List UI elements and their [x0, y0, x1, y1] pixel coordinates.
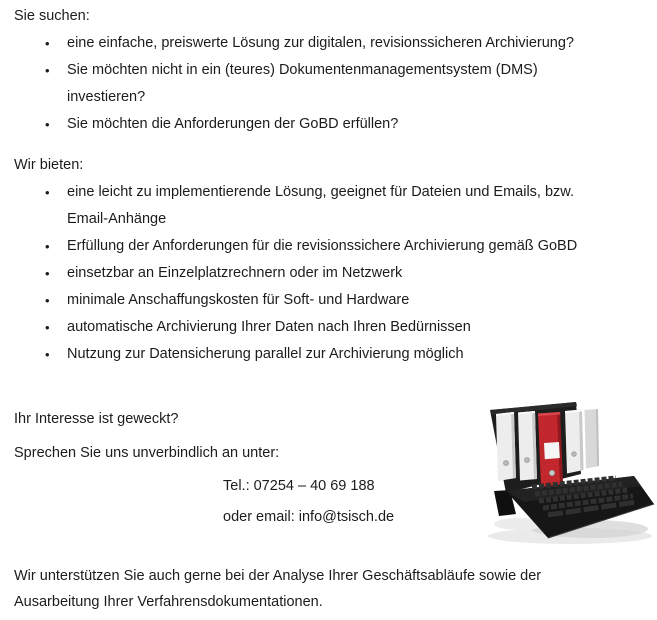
laptop-binders-image [486, 390, 657, 548]
laptop-binders-illustration [486, 390, 657, 548]
list-item [40, 287, 640, 314]
list-item-text: einsetzbar an Einzelplatzrechnern oder im Netzwerk [67, 265, 403, 281]
closing-paragraph: Wir unterstützen Sie auch gerne bei der Analyse Ihrer Geschäftsabläufe sowie der Ausarbeitung Ihrer Verfahrensdokumentationen. [14, 568, 542, 610]
list-item [40, 341, 640, 368]
list-item-text: Sie möchten nicht in ein (teures) Dokumentenmanagementsystem (DMS) investieren? [67, 62, 538, 105]
contact-interest-line: Ihr Interesse ist geweckt? [14, 411, 179, 427]
sie-suchen-list [40, 30, 640, 138]
list-item-text: Erfüllung der Anforderungen für die revisionssichere Archivierung gemäß GoBD [67, 238, 578, 254]
wir-bieten-list [40, 179, 640, 368]
bullet-icon: • [45, 239, 50, 254]
bullet-icon: • [45, 320, 50, 335]
section-heading-wir-bieten: Wir bieten: [14, 157, 84, 173]
list-item [40, 30, 640, 57]
list-item [40, 314, 640, 341]
bullet-icon: • [45, 36, 50, 51]
bullet-icon: • [45, 117, 50, 132]
contact-prompt-line: Sprechen Sie uns unverbindlich an unter: [14, 445, 280, 461]
list-item-text: automatische Archivierung Ihrer Daten nach Ihren Bedürnissen [67, 319, 471, 335]
list-item [40, 57, 640, 111]
list-item [40, 111, 640, 138]
list-item [40, 233, 640, 260]
list-item-text: Nutzung zur Datensicherung parallel zur Archivierung möglich [67, 346, 464, 362]
bullet-icon: • [45, 293, 50, 308]
bullet-icon: • [45, 185, 50, 200]
list-item [40, 260, 640, 287]
contact-email: oder email: info@tsisch.de [223, 509, 395, 525]
bullet-icon: • [45, 63, 50, 78]
list-item-text: eine einfache, preiswerte Lösung zur digitalen, revisionssicheren Archivierung? [67, 35, 574, 51]
list-item-text: eine leicht zu implementierende Lösung, geeignet für Dateien und Emails, bzw. Email-Anhänge [67, 184, 574, 227]
list-item-text: minimale Anschaffungskosten für Soft- und Hardware [67, 292, 410, 308]
list-item [40, 179, 640, 233]
bullet-icon: • [45, 266, 50, 281]
list-item-text: Sie möchten die Anforderungen der GoBD erfüllen? [67, 116, 399, 132]
bullet-icon: • [45, 347, 50, 362]
section-heading-sie-suchen: Sie suchen: [14, 8, 90, 24]
contact-phone: Tel.: 07254 – 40 69 188 [223, 478, 375, 494]
